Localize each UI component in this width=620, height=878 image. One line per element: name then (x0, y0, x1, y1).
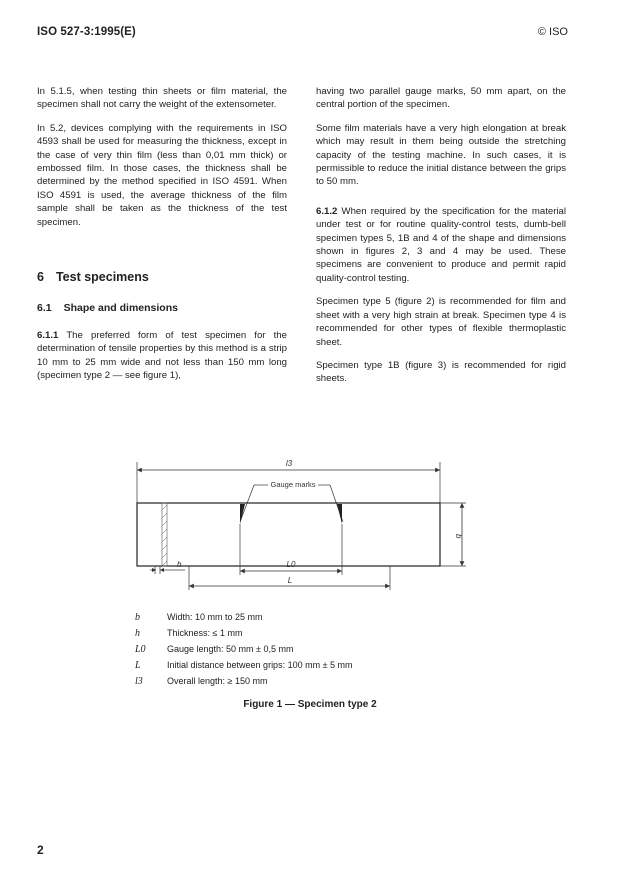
legend-row (135, 625, 353, 641)
subsection-title: Shape and dimensions (63, 302, 178, 314)
subsection-number: 6.1 (37, 302, 52, 314)
label-L0: L0 (286, 560, 296, 569)
specimen-strip (137, 503, 440, 566)
paragraph-type-5: Specimen type 5 (figure 2) is recommended for film and sheet with a very high strain at break. Specimen type 4 is recommended for other types of flexible thermoplastic sheet. (316, 296, 566, 348)
paragraph-elongation: Some film materials have a very high elongation at break which may result in them being outside the stretching capacity of the testing machine. In such cases, it is permissible to reduce the initial distance between the grips to 50 mm. (316, 122, 566, 188)
legend-symbol: h (135, 627, 140, 639)
grip-area-hatch (162, 503, 167, 566)
clause-text: The preferred form of test specimen for the determination of tensile properties by this method is a strip 10 mm to 25 mm wide and not less than 150 mm long (specimen type 2 — see figure 1), (37, 330, 287, 382)
paragraph-extensometer: In 5.1.5, when testing thin sheets or film material, the specimen shall not carry the weight of the extensometer. (37, 86, 287, 111)
label-L: L (287, 576, 293, 585)
label-gauge-marks: Gauge marks (270, 480, 316, 489)
section-number: 6 (37, 270, 44, 284)
figure-legend (135, 609, 353, 689)
clause-text: When required by the specification for the material under test or for routine quality-control tests, dumb-bell specimen types 5, 1B and 4 of the shape and dimensions shown in figures 2, 3 and 4 may be used. These specimens are convenient to produce and permit rapid quality-control testing. (316, 205, 566, 284)
copyright-mark: © ISO (537, 26, 568, 38)
legend-description: Overall length: ≥ 150 mm (167, 676, 268, 686)
paragraph-gauge-marks: having two parallel gauge marks, 50 mm apart, on the central portion of the specimen. (316, 86, 566, 111)
standard-reference: ISO 527-3:1995(E) (37, 26, 136, 38)
paragraph-thickness: In 5.2, devices complying with the requirements in ISO 4593 shall be used for measuring the thickness, except in the case of very thin film (less than 0,01 mm thick) or embossed film. In those cases, the thickness shall be determined by the method specified in ISO 4591. When ISO 4591 is used, the average thickness of the film sample shall be taken as the thickness of the test specimen. (37, 122, 287, 228)
legend-symbol: L0 (135, 643, 146, 655)
legend-description: Gauge length: 50 mm ± 0,5 mm (167, 644, 294, 654)
label-b: b (454, 534, 463, 539)
legend-description: Initial distance between grips: 100 mm ± 5 mm (167, 660, 353, 670)
legend-description: Width: 10 mm to 25 mm (167, 612, 263, 622)
legend-symbol: l3 (135, 675, 143, 687)
section-title: Test specimens (55, 270, 149, 284)
legend-row (135, 641, 353, 657)
gauge-mark-left (240, 504, 245, 524)
page-number: 2 (37, 843, 44, 857)
clause-number: 6.1.1 (37, 330, 59, 341)
paragraph-type-1b: Specimen type 1B (figure 3) is recommended for rigid sheets. (316, 359, 566, 385)
legend-row (135, 657, 353, 673)
legend-symbol: L (135, 659, 141, 671)
clause-number: 6.1.2 (316, 205, 338, 217)
gauge-mark-right (337, 504, 342, 524)
legend-row (135, 609, 353, 625)
label-l3: l3 (285, 459, 293, 468)
legend-row (135, 673, 353, 689)
figure-caption: Figure 1 — Specimen type 2 (243, 699, 377, 710)
legend-symbol: b (135, 611, 140, 623)
legend-description: Thickness: ≤ 1 mm (167, 628, 243, 638)
label-h: h (177, 560, 182, 569)
